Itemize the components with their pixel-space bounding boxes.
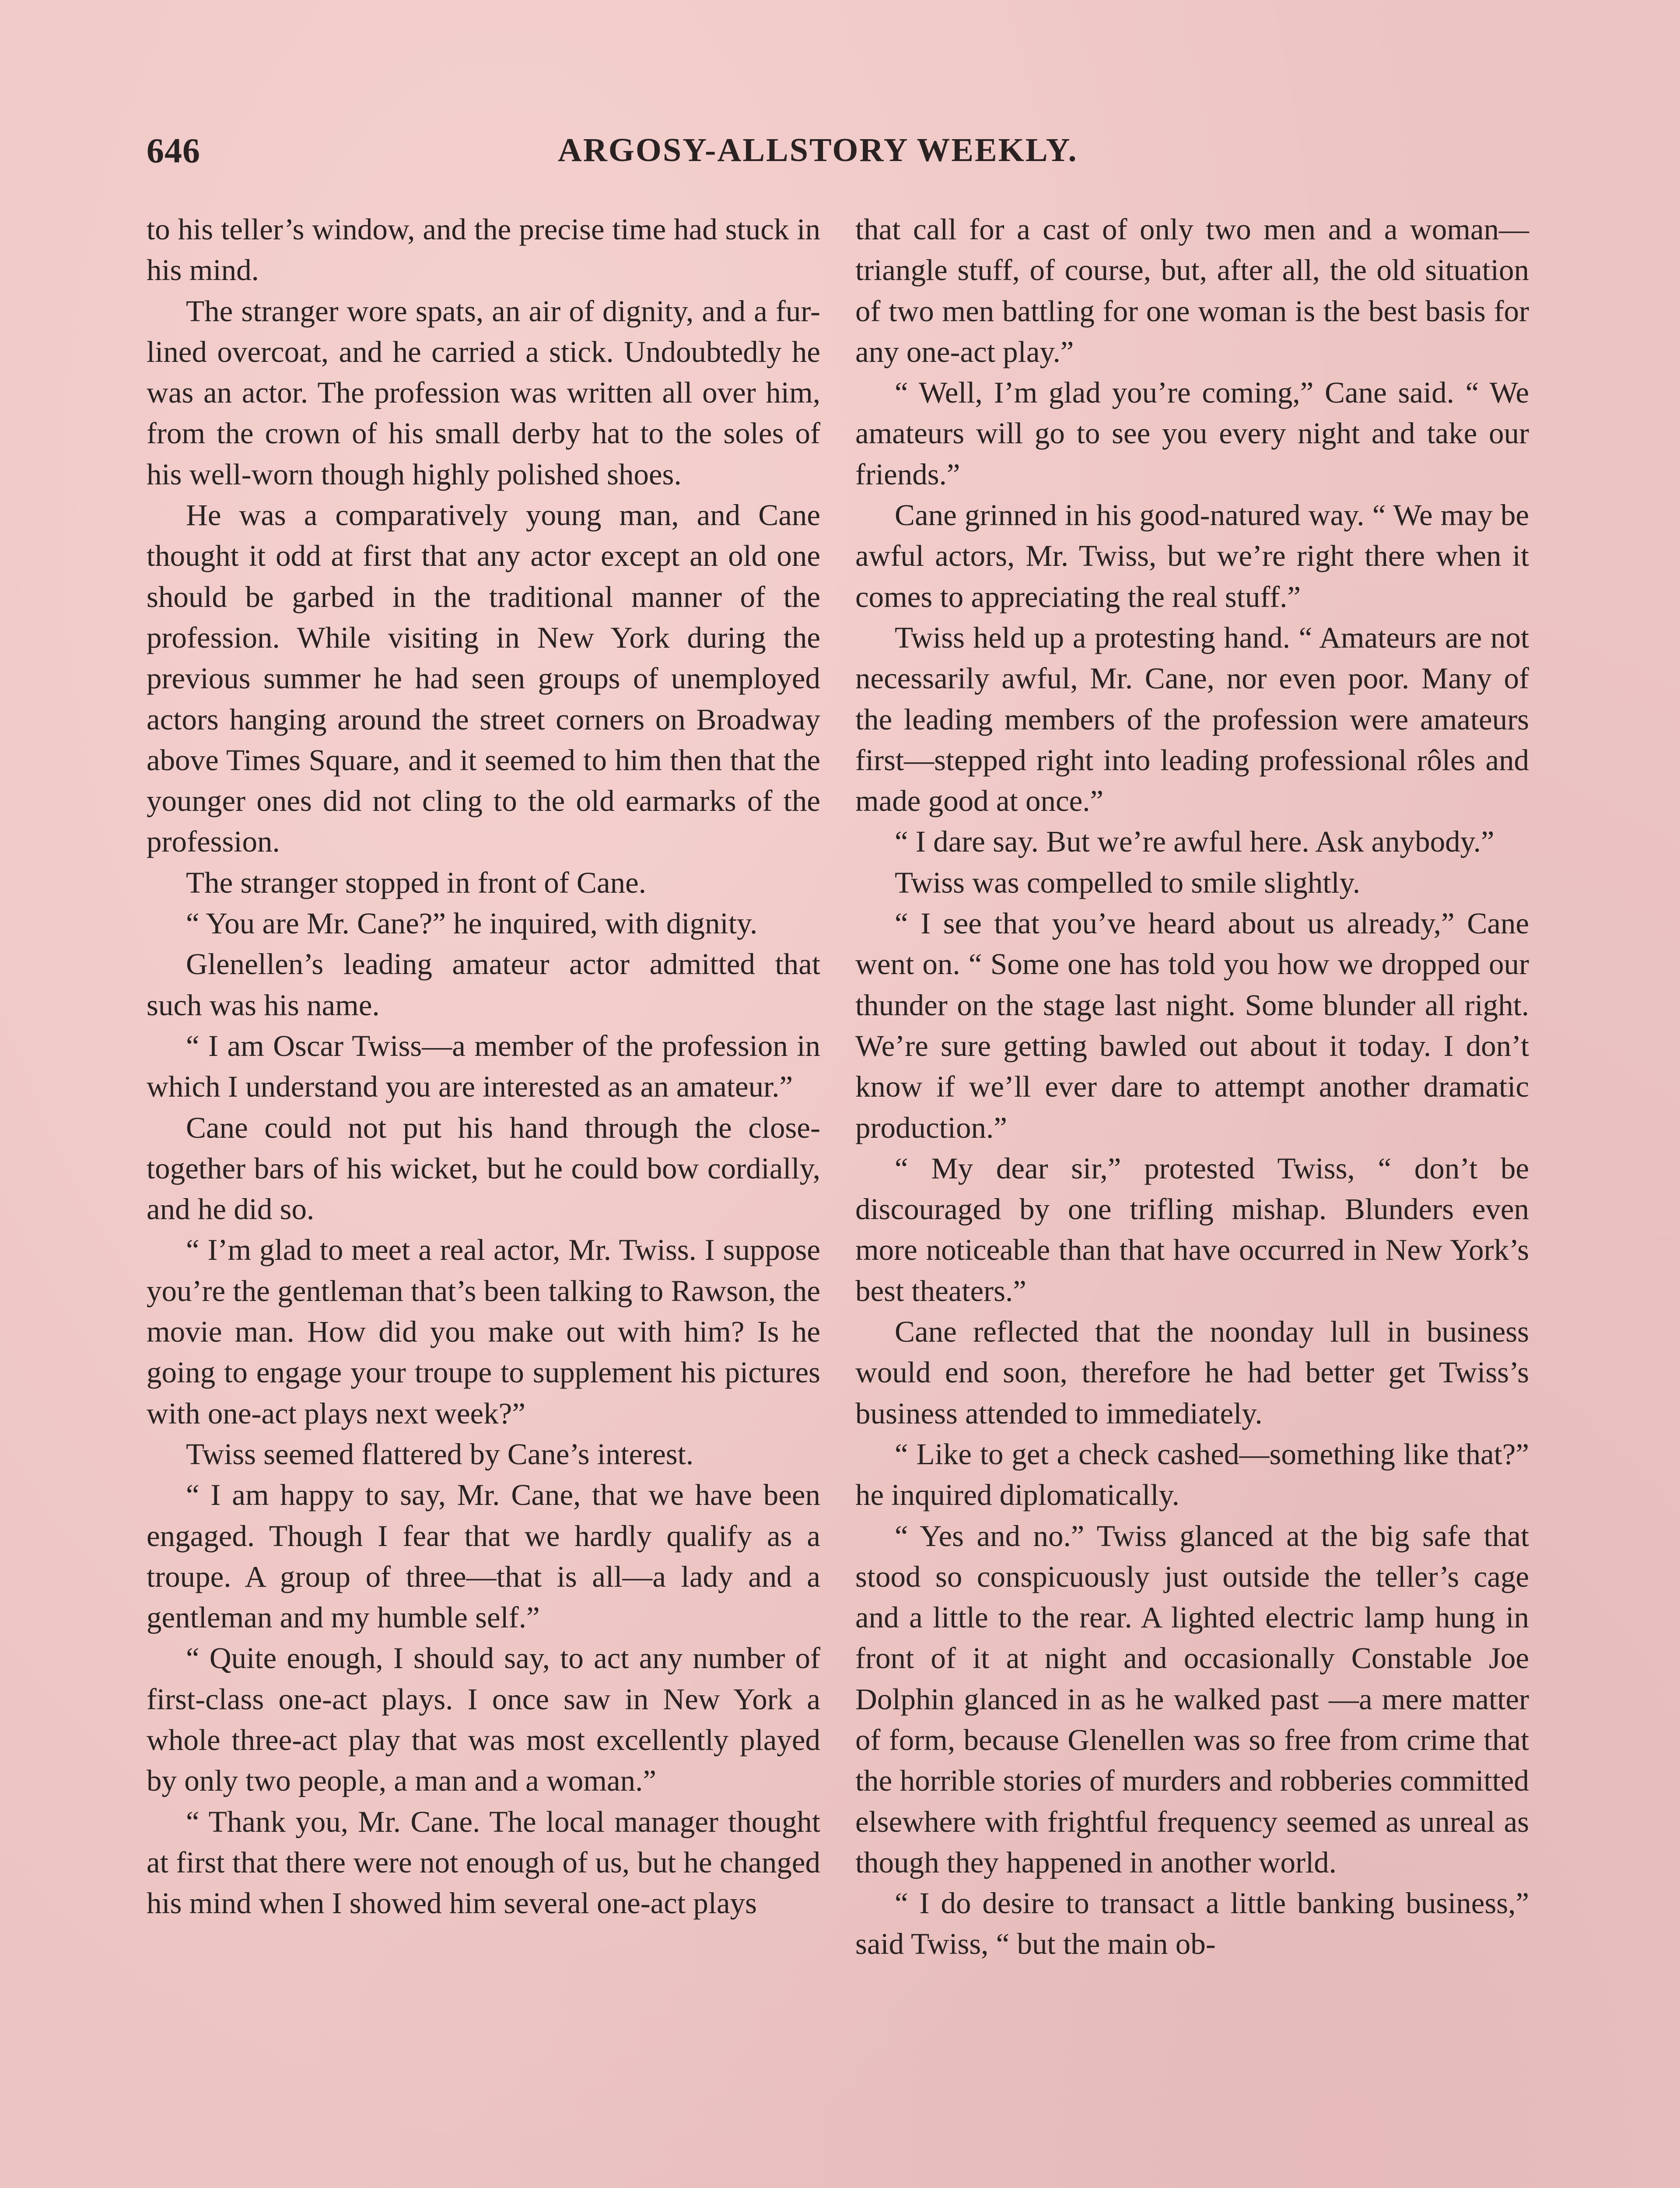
paragraph: “ I dare say. But we’re awful here. Ask anybody.” xyxy=(895,825,1494,859)
paragraph: “ I am Oscar Twiss—a member of the profession in which I understand you are interested as an amateur.” xyxy=(147,1029,820,1104)
paragraph: Twiss held up a protesting hand. “ Amateurs are not necessarily awful, Mr. Cane, nor even poor. Many of the leading members of the profession were amateurs first—stepped right into leading professional rôles and made good at once.” xyxy=(855,621,1529,818)
paragraph: “ Thank you, Mr. Cane. The local manager thought at first that there were not enough of us, but he changed his mind when I showed him several one-act plays xyxy=(147,1805,820,1920)
paragraph: He was a comparatively young man, and Cane thought it odd at first that any actor except an old one should be garbed in the traditional manner of the profession. While visiting in New York during the previous summer he had seen groups of unemployed actors hanging around the street corners on Broadway above Times Square, and it seemed to him then that the younger ones did not cling to the old earmarks of the profession. xyxy=(147,498,820,859)
paragraph: Glenellen’s leading amateur actor admitted that such was his name. xyxy=(147,947,820,1022)
paragraph: The stranger stopped in front of Cane. xyxy=(186,866,646,899)
paragraph: “ I am happy to say, Mr. Cane, that we have been engaged. Though I fear that we hardly qualify as a troupe. A group of three—that is all—a lady and a gentleman and my humble self.” xyxy=(147,1478,820,1634)
paragraph: “ My dear sir,” protested Twiss, “ don’t be discouraged by one trifling mishap. Blunders even more noticeable than that have occurred in New York’s best theaters.” xyxy=(855,1151,1529,1308)
paragraph: Cane could not put his hand through the close-together bars of his wicket, but he could bow cordially, and he did so. xyxy=(147,1111,820,1226)
paragraph: “ Well, I’m glad you’re coming,” Cane said. “ We amateurs will go to see you every night and take our friends.” xyxy=(855,376,1529,491)
paragraph: “ I’m glad to meet a real actor, Mr. Twiss. I suppose you’re the gentleman that’s been talking to Rawson, the movie man. How did you make out with him? Is he going to engage your troupe to supplement his pictures with one-act plays next week?” xyxy=(147,1233,820,1430)
left-column xyxy=(147,209,820,1924)
paragraph: to his teller’s window, and the precise time had stuck in his mind. xyxy=(147,213,820,287)
paragraph: “ Like to get a check cashed—something like that?” he inquired diplomatically. xyxy=(855,1437,1529,1512)
paragraph: “ I see that you’ve heard about us already,” Cane went on. “ Some one has told you how we dropped our thunder on the stage last night. Some blunder all right. We’re sure getting bawled out about it today. I don’t know if we’ll ever dare to attempt another dramatic production.” xyxy=(855,907,1529,1144)
paragraph: “ You are Mr. Cane?” he inquired, with dignity. xyxy=(186,907,758,940)
page-header xyxy=(147,131,1547,175)
paragraph: Cane reflected that the noonday lull in business would end soon, therefore he had better get Twiss’s business attended to immediately. xyxy=(855,1315,1529,1430)
paragraph: The stranger wore spats, an air of dignity, and a fur-lined overcoat, and he carried a stick. Undoubtedly he was an actor. The profession was written all over him, from the crown of his small derby hat to the soles of his well-worn though highly polished shoes. xyxy=(147,294,820,491)
page-number: 646 xyxy=(147,132,200,170)
paragraph: Twiss was compelled to smile slightly. xyxy=(895,866,1360,899)
paragraph: “ I do desire to transact a little banking business,” said Twiss, “ but the main ob- xyxy=(855,1886,1529,1961)
running-title: ARGOSY-ALLSTORY WEEKLY. xyxy=(558,132,1078,168)
paragraph: Cane grinned in his good-natured way. “ We may be awful actors, Mr. Twiss, but we’re right there when it comes to appreciating the real stuff.” xyxy=(855,498,1529,614)
paragraph: “ Quite enough, I should say, to act any number of first-class one-act plays. I once saw in New York a whole three-act play that was most excellently played by only two people, a man and a woman.” xyxy=(147,1641,820,1798)
paragraph: “ Yes and no.” Twiss glanced at the big safe that stood so conspicuously just outside the teller’s cage and a little to the rear. A lighted electric lamp hung in front of it at night and occasionally Constable Joe Dolphin glanced in as he walked past —a mere matter of form, because Glenellen was so free from crime that the horrible stories of murders and robberies committed elsewhere with frightful frequency seemed as unreal as though they happened in another world. xyxy=(855,1519,1529,1879)
paragraph: that call for a cast of only two men and a woman—triangle stuff, of course, but, after all, the old situation of two men battling for one woman is the best basis for any one-act play.” xyxy=(855,213,1529,368)
paragraph: Twiss seemed flattered by Cane’s interest. xyxy=(186,1437,694,1471)
right-column xyxy=(855,209,1529,1965)
